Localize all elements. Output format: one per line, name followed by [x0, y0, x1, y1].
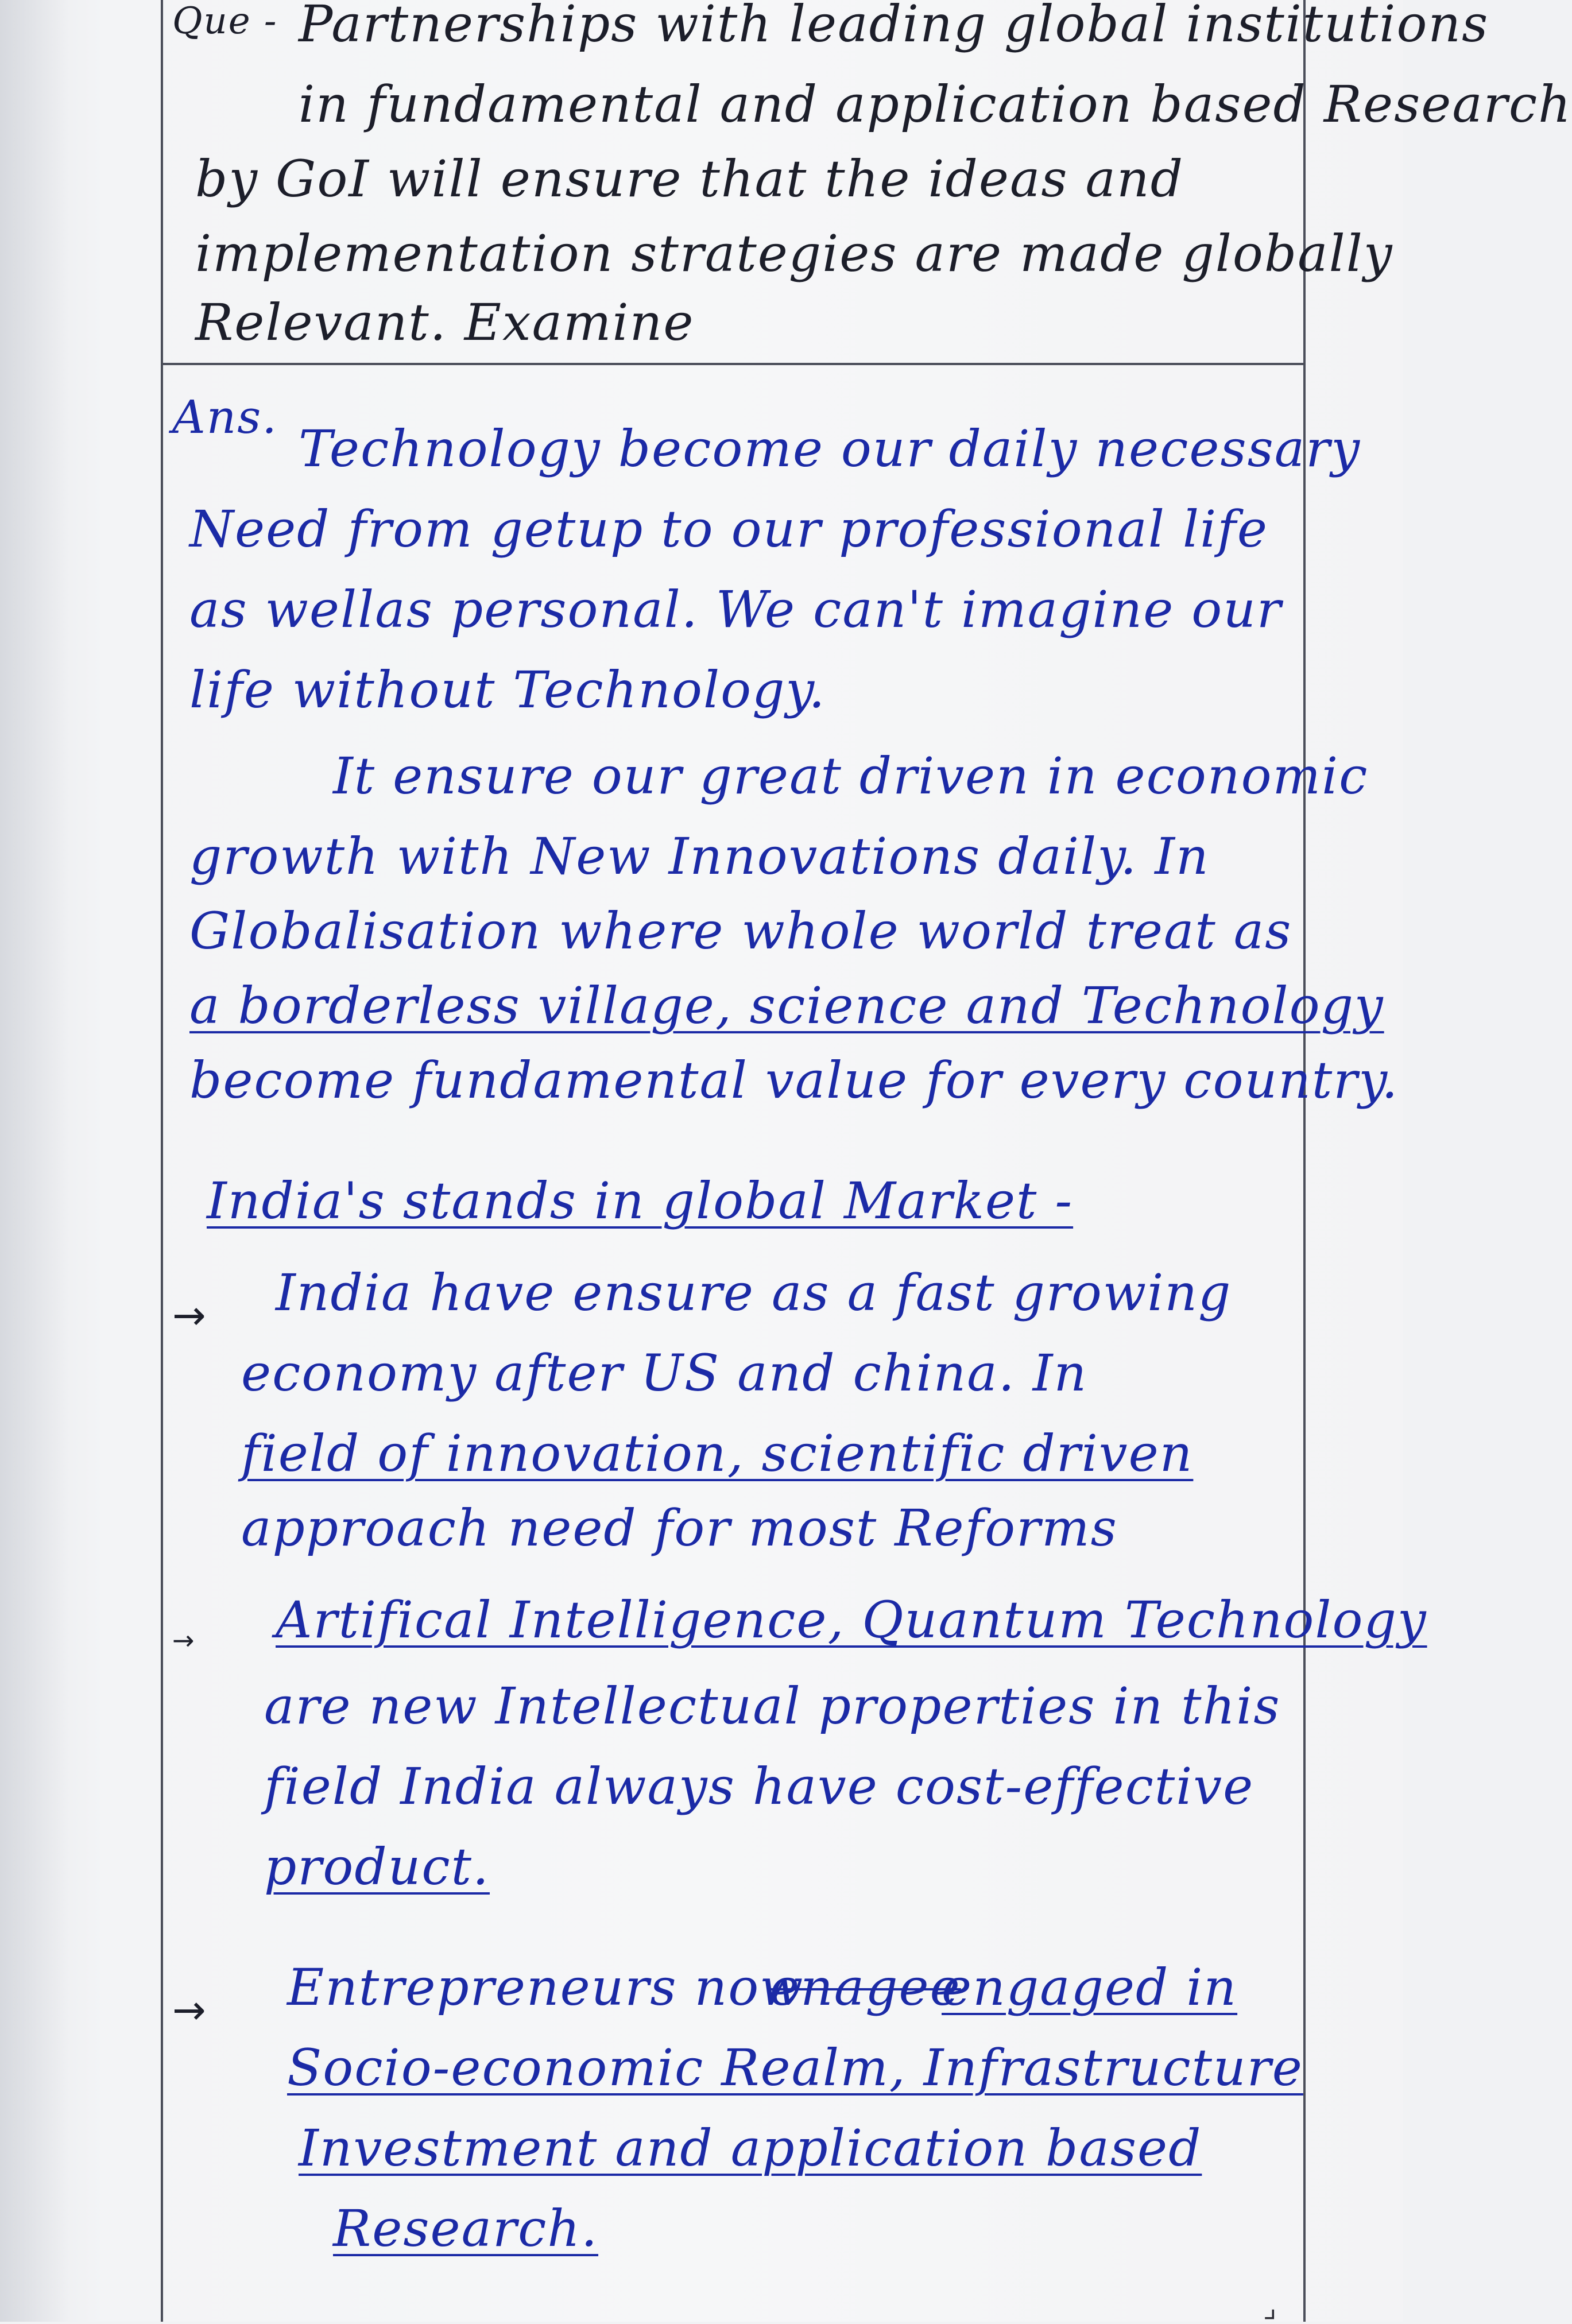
bullet3-line-3: Investment and application based: [299, 2118, 1202, 2178]
bullet2-line-3: field India always have cost-effective: [264, 1757, 1254, 1816]
answer-para1-line-3: as wellas personal. We can't imagine our: [189, 580, 1282, 639]
bullet1-line-4: approach need for most Reforms: [241, 1498, 1118, 1558]
question-separator-rule: [162, 363, 1304, 365]
page-corner-mark: ⌟: [1263, 2291, 1277, 2324]
answer-para1-line-4: life without Technology.: [189, 660, 826, 719]
answer-para2-line-4: a borderless village, science and Technology: [189, 976, 1384, 1035]
answer-para2-line-1: It ensure our great driven in economic: [333, 746, 1369, 805]
question-line-5: Relevant. Examine: [195, 293, 695, 352]
question-line-1: Partnerships with leading global institutions: [299, 0, 1489, 53]
left-margin-line: [161, 0, 163, 2322]
bullet1-line-1: India have ensure as a fast growing: [276, 1263, 1232, 1322]
bullet2-line-4: product.: [264, 1837, 490, 1896]
struck-word: enagee: [769, 1958, 961, 2017]
bullet1-line-3: field of innovation, scientific driven: [241, 1424, 1194, 1483]
answer-para1-line-2: Need from getup to our professional life: [189, 499, 1268, 559]
bullet-arrow-icon: →: [172, 1986, 206, 2034]
answer-para1-line-1: Technology become our daily necessary: [299, 419, 1361, 478]
bullet1-line-2: economy after US and china. In: [241, 1343, 1088, 1403]
page-shadow: [0, 0, 69, 2322]
bullet3-line-1b: engaged in: [942, 1958, 1238, 2017]
answer-para2-line-2: growth with New Innovations daily. In: [189, 827, 1210, 886]
bullet3-line-2: Socio-economic Realm, Infrastructure: [287, 2038, 1303, 2097]
answer-para2-line-3: Globalisation where whole world treat as: [189, 901, 1292, 960]
bullet3-line-4: Research.: [333, 2199, 599, 2258]
question-line-2: in fundamental and application based Research: [299, 75, 1572, 134]
right-margin-line: [1303, 0, 1306, 2322]
bullet2-line-1: Artifical Intelligence, Quantum Technology: [276, 1590, 1427, 1649]
question-line-4: implementation strategies are made globally: [195, 224, 1393, 283]
question-prefix: Que -: [172, 0, 278, 42]
bullet2-line-2: are new Intellectual properties in this: [264, 1676, 1281, 1736]
bullet-arrow-icon: →: [172, 1292, 206, 1339]
answer-para2-line-5: become fundamental value for every country.: [189, 1051, 1399, 1110]
question-line-3: by GoI will ensure that the ideas and: [195, 149, 1184, 208]
answer-prefix: Ans.: [172, 390, 278, 444]
section-heading: India's stands in global Market -: [207, 1171, 1074, 1230]
bullet-arrow-icon: →: [172, 1625, 195, 1656]
bullet3-line-1a: Entrepreneurs now: [287, 1958, 804, 2017]
